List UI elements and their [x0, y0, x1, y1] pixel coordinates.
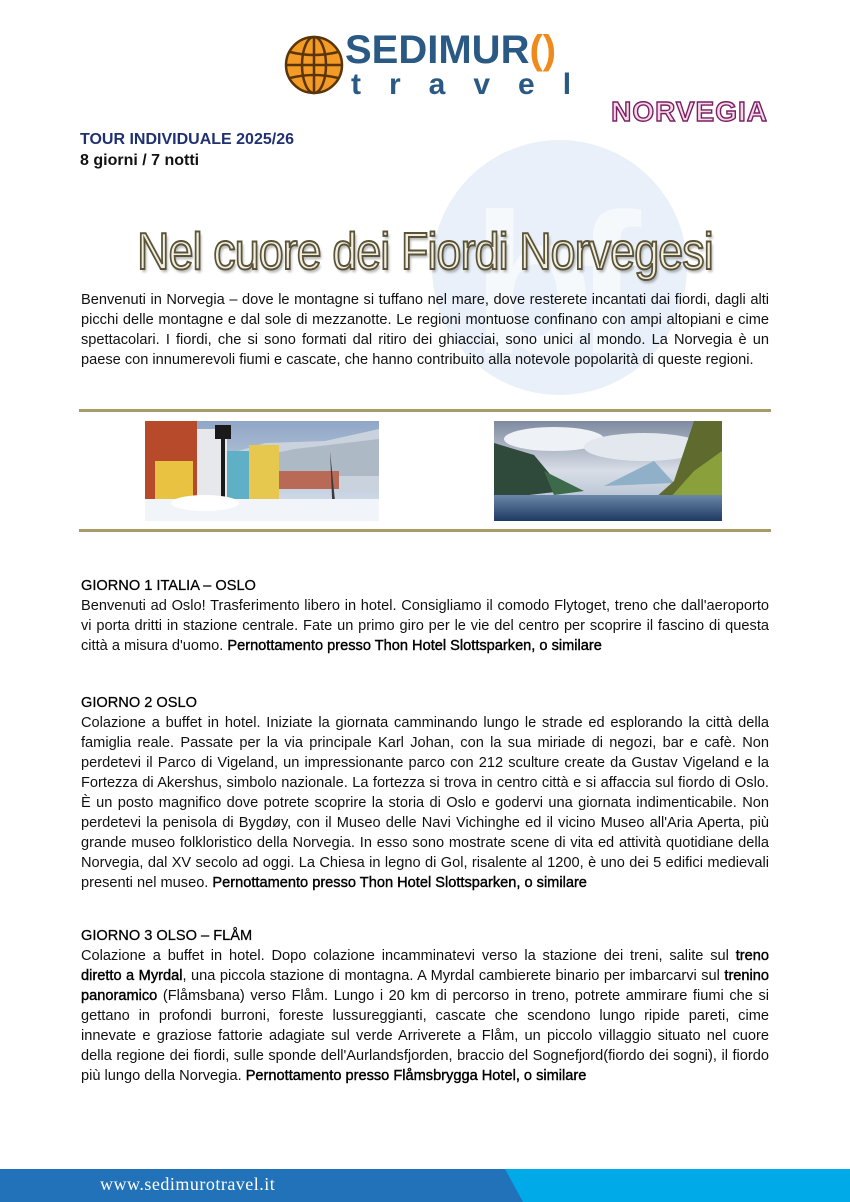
day-3-title: GIORNO 3 OLSO – FLÅM: [81, 928, 253, 944]
globe-icon: [283, 34, 345, 96]
day-3-accommodation: Pernottamento presso Flåmsbrygga Hotel, o similare: [245, 1068, 587, 1084]
divider-top: [79, 409, 771, 412]
day-3-description: Colazione a buffet in hotel. Dopo colazione incamminatevi verso la stazione dei treni, salite sul treno diretto a Myrdal, una piccola stazione di montagna. A Myrdal cambierete binario per imbarcarvi sul trenino panoramico (Flåmsbana) verso Flåm. Lungo i 20 km di percorso in treno, potrete ammirare fiumi che si gettano in profondi burroni, foreste lussureggianti, cascate che scendono lungo ripide pareti, cime innevate e graziose fattorie adagiate sul verde Arriverete a Flåm, un piccolo villaggio situato nel cuore della regione dei fiordi, sulle sponde dell'Aurlandsfjorden, braccio del Sognefjord(fiordo dei sogni), il fiordo più lungo della Norvegia. Pernottamento presso Flåmsbrygga Hotel, o similare: [81, 948, 770, 1084]
brand-name: SEDIMUR(): [345, 28, 557, 72]
photo-bergen-street: [145, 421, 379, 521]
day-1-accommodation: Pernottamento presso Thon Hotel Slottsparken, o similare: [227, 638, 602, 654]
footer-band: [0, 1169, 850, 1202]
day-3-section: [81, 926, 769, 1086]
divider-bottom: [79, 529, 771, 532]
photo-fjord: [494, 421, 722, 521]
day-1-section: [81, 576, 769, 656]
day-2-title: GIORNO 2 OSLO: [81, 695, 197, 711]
tour-duration: 8 giorni / 7 notti: [80, 152, 200, 169]
intro-paragraph: Benvenuti in Norvegia – dove le montagne si tuffano nel mare, dove resterete incantati dai fiordi, dagli alti picchi delle montagne e dal sole di mezzanotte. Le regioni montuose confinano con ampi altopiani e cime spettacolari. I fiordi, che si sono formati dal ritiro dei ghiacciai, sono unici al mondo. La Norvegia è un paese con innumerevoli fiumi e cascate, che hanno contribuito alla notevole popolarità di queste regioni.: [81, 292, 769, 368]
country-title: NORVEGIA: [611, 96, 768, 127]
tour-type: TOUR INDIVIDUALE 2025/26: [80, 131, 294, 148]
brand-subtitle: travel: [351, 68, 600, 101]
day-2-section: [81, 693, 769, 893]
day-3-highlight-train: treno diretto a Myrdal: [81, 948, 769, 984]
day-2-accommodation: Pernottamento presso Thon Hotel Slottsparken, o similare: [212, 875, 587, 891]
page-headline: Nel cuore dei Fiordi Norvegesi: [137, 223, 713, 281]
footer-website-link[interactable]: www.sedimurotravel.it: [100, 1174, 276, 1194]
day-3-highlight-panoramic: trenino panoramico: [81, 968, 770, 1004]
company-logo: [283, 28, 600, 102]
brand-suffix: (): [529, 28, 557, 72]
day-1-description: Benvenuti ad Oslo! Trasferimento libero in hotel. Consigliamo il comodo Flytoget, treno che dall'aeroporto vi porta dritti in stazione centrale. Fate un primo giro per le vie del centro per scoprire il fascino di questa città a misura d'uomo. Pernottamento presso Thon Hotel Slottsparken, o similare: [81, 598, 769, 654]
watermark-letters: bf: [472, 173, 621, 396]
day-1-title: GIORNO 1 ITALIA – OSLO: [81, 578, 256, 594]
day-2-description: Colazione a buffet in hotel. Iniziate la giornata camminando lungo le strade ed esplorando la città della famiglia reale. Passate per la via principale Karl Johan, con la sua miriade di negozi, bar e cafè. Non perdetevi il Parco di Vigeland, un impressionante parco con 212 sculture create da Gustav Vigeland e la Fortezza di Akershus, simbolo nazionale. La fortezza si trova in centro città e si affaccia sul fiordo di Oslo. È un posto magnifico dove potrete scoprire la storia di Oslo e godervi una giornata indimenticabile. Non perdetevi la penisola di Bygdøy, con il Museo delle Navi Vichinghe ed il vicino Museo all'Aria Aperta, più grande museo folkloristico della Norvegia. In esso sono mostrate scene di vita ed attività quotidiane della Norvegia, dal XV secolo ad oggi. La Chiesa in legno di Gol, risalente al 1200, è uno dei 5 edifici medievali presenti nel museo. Pernottamento presso Thon Hotel Slottsparken, o similare: [81, 715, 769, 891]
footer-band-accent: [505, 1169, 850, 1202]
